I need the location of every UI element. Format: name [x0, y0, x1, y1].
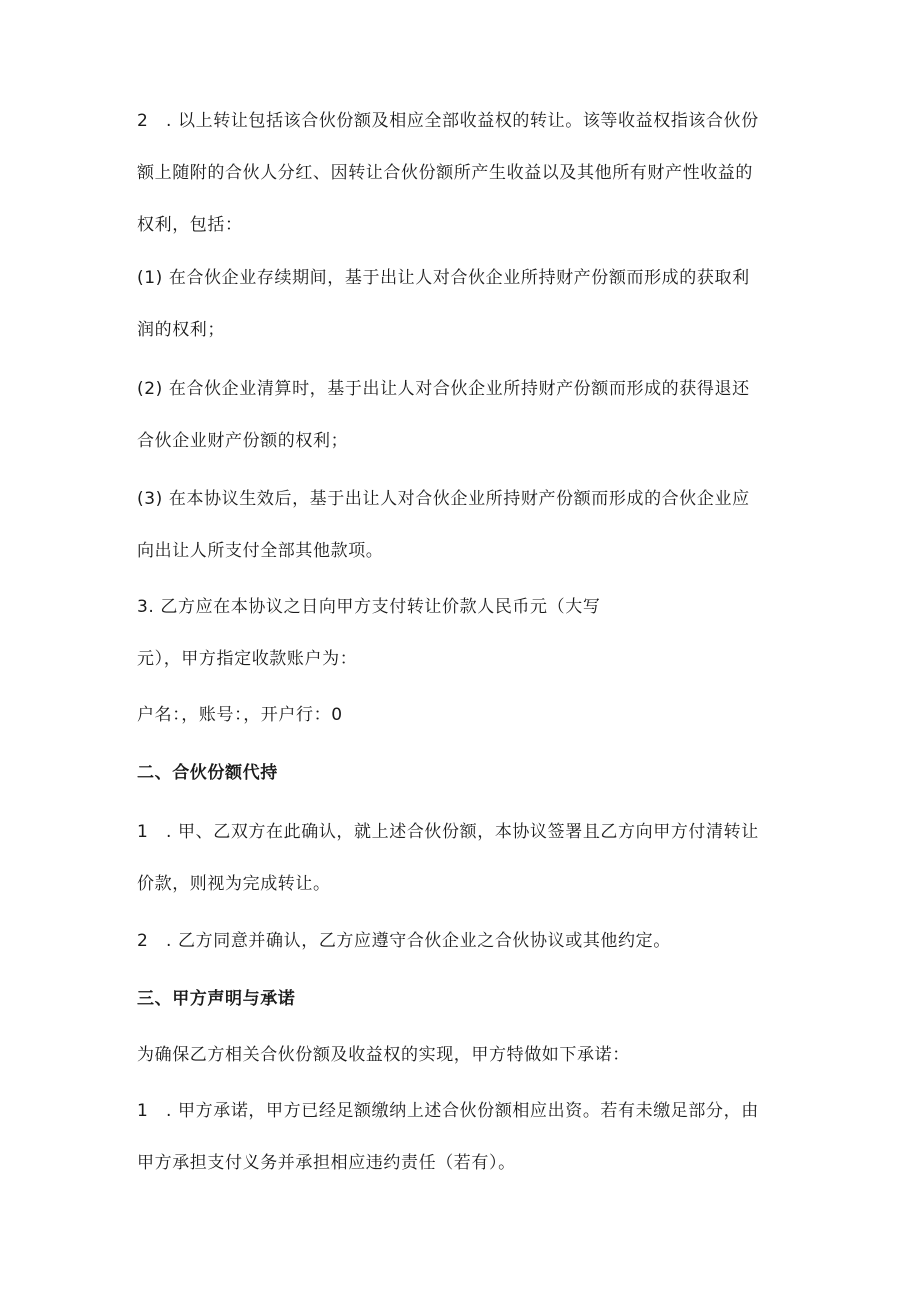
section-3-intro: 为确保乙方相关合伙份额及收益权的实现，甲方特做如下承诺：	[137, 1045, 630, 1065]
section-3-item-1-line-2: 甲方承担支付义务并承担相应违约责任（若有）。	[137, 1153, 516, 1173]
item-3-line-2: 向出让人所支付全部其他款项。	[137, 541, 384, 561]
paragraph-2-line-2: 额上随附的合伙人分红、因转让合伙份额所产生收益以及其他所有财产性收益的	[137, 163, 753, 183]
item-2-line-2: 合伙企业财产份额的权利；	[137, 431, 349, 451]
section-2-item-1-line-1: 1 . 甲、乙双方在此确认，就上述合伙份额，本协议签署且乙方向甲方付清转让	[137, 822, 759, 842]
paragraph-3-line-1: 3. 乙方应在本协议之日向甲方支付转让价款人民币元（大写	[137, 597, 601, 617]
paragraph-2-line-3: 权利，包括：	[137, 215, 243, 235]
section-2-item-2: 2 . 乙方同意并确认，乙方应遵守合伙企业之合伙协议或其他约定。	[137, 931, 671, 951]
section-3-heading: 三、甲方声明与承诺	[137, 989, 296, 1009]
section-3-item-1-line-1: 1 . 甲方承诺，甲方已经足额缴纳上述合伙份额相应出资。若有未缴足部分，由	[137, 1101, 759, 1121]
item-3-line-1: (3) 在本协议生效后，基于出让人对合伙企业所持财产份额而形成的合伙企业应	[137, 489, 750, 509]
item-1-line-2: 润的权利；	[137, 320, 225, 340]
paragraph-2-line-1: 2 . 以上转让包括该合伙份额及相应全部收益权的转让。该等收益权指该合伙份	[137, 111, 759, 131]
item-2-line-1: (2) 在合伙企业清算时，基于出让人对合伙企业所持财产份额而形成的获得退还	[137, 379, 750, 399]
paragraph-3-line-2: 元），甲方指定收款账户为：	[137, 649, 358, 669]
item-1-line-1: (1) 在合伙企业存续期间，基于出让人对合伙企业所持财产份额而形成的获取利	[137, 268, 750, 288]
section-2-item-1-line-2: 价款，则视为完成转让。	[137, 874, 331, 894]
account-info: 户名：，账号：，开户行：0	[137, 705, 343, 725]
section-2-heading: 二、合伙份额代持	[137, 763, 278, 783]
